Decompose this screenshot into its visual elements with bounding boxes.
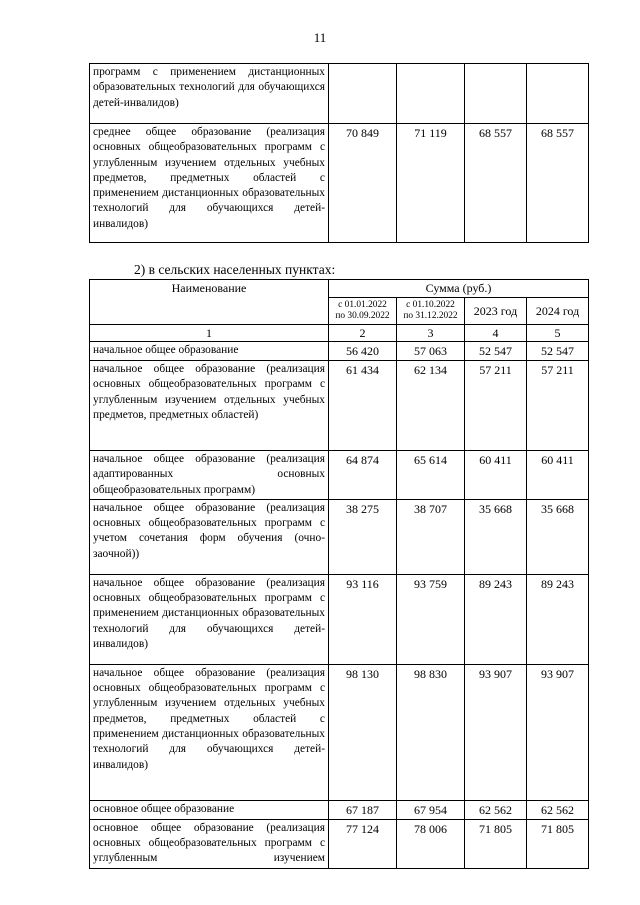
row-name: основное общее образование [90, 800, 329, 819]
value-cell: 89 243 [465, 574, 527, 664]
table-row [90, 499, 589, 574]
value-cell: 38 707 [397, 499, 465, 574]
row-name: среднее общее образование (реализация основных общеобразовательных программ с углубленным изучением отдельных учебных предметов, предметных областей с применением дистанционных образовательных технологий для обучающихся детей-инвалидов) [90, 124, 329, 243]
rural-settlements-table [89, 279, 589, 869]
year-2023-header: 2023 год [465, 298, 527, 325]
value-cell: 68 557 [465, 124, 527, 243]
value-cell: 62 562 [465, 800, 527, 819]
table-row [90, 664, 589, 800]
value-cell: 67 954 [397, 800, 465, 819]
column-number: 4 [465, 325, 527, 342]
value-cell: 93 907 [527, 664, 589, 800]
period-2-from: с 01.10.2022 [406, 299, 455, 310]
value-cell: 64 874 [329, 451, 397, 500]
year-2024-header: 2024 год [527, 298, 589, 325]
value-cell: 61 434 [329, 361, 397, 451]
value-cell: 35 668 [527, 499, 589, 574]
value-cell: 38 275 [329, 499, 397, 574]
value-cell: 71 805 [465, 819, 527, 868]
value-cell: 98 830 [397, 664, 465, 800]
value-cell [397, 64, 465, 124]
name-column-header: Наименование [90, 280, 329, 325]
sum-column-header: Сумма (руб.) [329, 280, 589, 298]
period-2-to: по 31.12.2022 [403, 311, 458, 321]
table-row [90, 64, 589, 124]
row-name: начальное общее образование [90, 342, 329, 361]
column-number: 3 [397, 325, 465, 342]
value-cell [527, 64, 589, 124]
table-row [90, 342, 589, 361]
value-cell: 57 211 [527, 361, 589, 451]
value-cell: 98 130 [329, 664, 397, 800]
period-1-to: по 30.09.2022 [335, 311, 390, 321]
table-row [90, 800, 589, 819]
value-cell: 93 759 [397, 574, 465, 664]
value-cell: 65 614 [397, 451, 465, 500]
column-number: 1 [90, 325, 329, 342]
value-cell: 60 411 [527, 451, 589, 500]
period-1-header [329, 298, 397, 325]
row-name: программ с применением дистанционных образовательных технологий для обучающихся детей-инвалидов) [90, 64, 329, 124]
column-number: 2 [329, 325, 397, 342]
value-cell: 35 668 [465, 499, 527, 574]
value-cell: 62 134 [397, 361, 465, 451]
value-cell: 60 411 [465, 451, 527, 500]
value-cell: 93 116 [329, 574, 397, 664]
value-cell: 89 243 [527, 574, 589, 664]
value-cell: 57 211 [465, 361, 527, 451]
value-cell: 71 805 [527, 819, 589, 868]
row-name: основное общее образование (реализация основных общеобразовательных программ с углубленным изучением [90, 819, 329, 868]
page-number: 11 [313, 30, 327, 45]
table-row [90, 819, 589, 868]
section-heading: 2) в сельских населенных пунктах: [134, 262, 336, 277]
table-row [90, 361, 589, 451]
row-name: начальное общее образование (реализация основных общеобразовательных программ с учетом сочетания форм обучения (очно-заочной)) [90, 499, 329, 574]
value-cell: 62 562 [527, 800, 589, 819]
row-name: начальное общее образование (реализация основных общеобразовательных программ с углубленным изучением отдельных учебных предметов, предметных областей) [90, 361, 329, 451]
value-cell [329, 64, 397, 124]
period-2-header [397, 298, 465, 325]
period-1-from: с 01.01.2022 [338, 299, 387, 310]
value-cell: 93 907 [465, 664, 527, 800]
value-cell: 67 187 [329, 800, 397, 819]
value-cell: 56 420 [329, 342, 397, 361]
value-cell: 52 547 [527, 342, 589, 361]
value-cell: 70 849 [329, 124, 397, 243]
value-cell: 78 006 [397, 819, 465, 868]
value-cell [465, 64, 527, 124]
row-name: начальное общее образование (реализация основных общеобразовательных программ с углубленным изучением отдельных учебных предметов, предметных областей с применением дистанционных образовательных технологий для обучающихся детей-инвалидов) [90, 664, 329, 800]
row-name: начальное общее образование (реализация адаптированных основных общеобразовательных программ) [90, 451, 329, 500]
value-cell: 57 063 [397, 342, 465, 361]
value-cell: 52 547 [465, 342, 527, 361]
row-name: начальное общее образование (реализация основных общеобразовательных программ с применением дистанционных образовательных технологий для обучающихся детей-инвалидов) [90, 574, 329, 664]
table-row [90, 124, 589, 243]
value-cell: 68 557 [527, 124, 589, 243]
table-row [90, 574, 589, 664]
table-row [90, 451, 589, 500]
top-continuation-table [89, 63, 589, 243]
value-cell: 77 124 [329, 819, 397, 868]
value-cell: 71 119 [397, 124, 465, 243]
column-number: 5 [527, 325, 589, 342]
